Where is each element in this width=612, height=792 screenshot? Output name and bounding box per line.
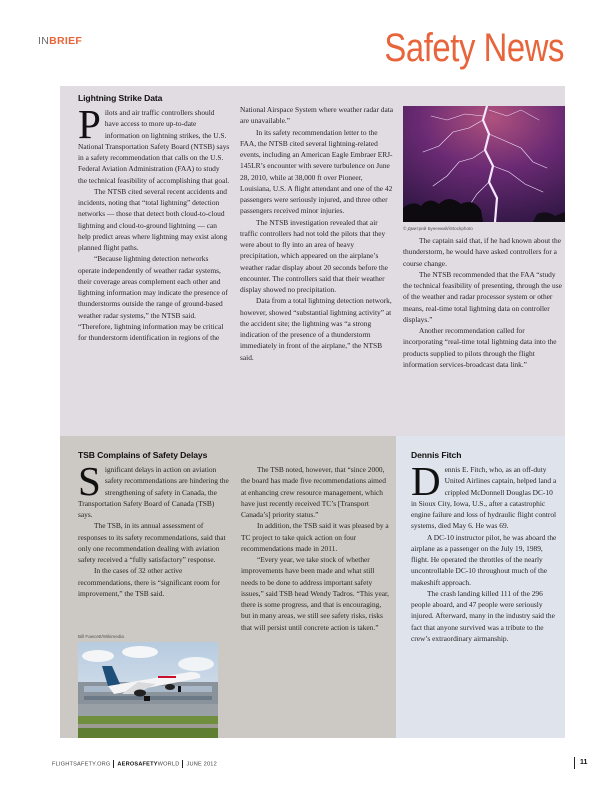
airplane-image <box>78 642 218 738</box>
fitch-headline: Dennis Fitch <box>411 450 462 460</box>
masthead-title: Safety News <box>384 26 564 70</box>
footer-divider <box>113 760 114 768</box>
lightning-photo <box>403 106 565 222</box>
tsb-para-1: Significant delays in action on aviation safety recommendations are hindering the strengthening of safety in Canada, the Transportation Safety Board of Canada (TSB) says. <box>78 458 229 519</box>
footer-issue: JUNE 2012 <box>186 761 217 768</box>
lightning-para-1: Pilots and air traffic controllers should have access to more up-to-date information on lightning strikes, the U.S. National Transportation Safety Board (NTSB) says in a safety recommendation that calls on the U.S. Federal Aviation Administration (FAA) to study the technical feasibility of accomplishing that goal. <box>78 101 230 185</box>
lightning-para-3: “Because lightning detection networks operate independently of weather radar systems, their coverage areas complement each other and lightning information may indicate the presence of thunderstorms outside the range of ground-based weather radar systems,” the NTSB said. “Therefore, lightning information may be critical for thunderstorm identification in regions of the <box>78 254 228 342</box>
lightning-para-4: National Airspace System where weather radar data are unavailable.” <box>240 105 394 126</box>
lightning-para-5: In its safety recommendation letter to the FAA, the NTSB cited several lightning-related events, including an American Eagle Embraer ERJ-145LR’s encounter with severe turbulence on June 28, 2010, while at 38,000 ft over Pioneer, Louisiana, U.S. A flight attendant and one of the 42 passengers were seriously injured, and three other passengers received minor injuries. <box>240 127 393 216</box>
section-name: BRIEF <box>49 35 83 47</box>
fitch-col <box>411 458 557 644</box>
tsb-col-2 <box>241 464 391 633</box>
section-prefix: IN <box>38 35 50 47</box>
airplane-photo <box>78 642 218 738</box>
tsb-photo-credit: Bill Fawcett/Wikimedia <box>78 634 124 639</box>
lightning-para-2: The NTSB cited several recent accidents and incidents, noting that “total lightning” detection networks — those that detect both cloud-to-cloud lightning and cloud-to-ground lightning — can help predict areas where lightning may exist along planned flight paths. <box>78 186 228 252</box>
lightning-dropcap: P <box>78 101 101 147</box>
tsb-para-6: “Every year, we take stock of whether improvements have been made and what still needs to be done to address important safety issues,” said TSB head Wendy Tadros. “This year, there is some progress, and that is encouraging, but in many areas, we still see safety risks, risks that will persist until concrete action is taken.” <box>241 555 390 632</box>
tsb-para-3: In the cases of 32 other active recommendations, there is “significant room for improvement,” the TSB said. <box>78 566 221 598</box>
tsb-headline: TSB Complains of Safety Delays <box>78 450 208 460</box>
lightning-col-2 <box>240 104 395 363</box>
tsb-col-1 <box>78 458 230 599</box>
tsb-para-5: In addition, the TSB said it was pleased by a TC project to take quick action on four recommendations made in 2011. <box>241 521 389 553</box>
lightning-headline: Lightning Strike Data <box>78 93 163 103</box>
footer-divider <box>182 760 183 768</box>
tsb-dropcap: S <box>78 458 101 504</box>
lightning-para-8: The captain said that, if he had known about the thunderstorm, he would have asked controllers for a course change. <box>403 236 562 268</box>
fitch-dropcap: D <box>411 458 441 504</box>
section-tag <box>38 35 82 47</box>
footer <box>52 760 217 768</box>
lightning-photo-credit: © Дмитрий Буненкий/iStockphoto <box>403 226 473 231</box>
footer-magazine-bold: AEROSAFETY <box>117 761 158 768</box>
fitch-para-1: Dennis E. Fitch, who, as an off-duty United Airlines captain, helped land a crippled McDonnell Douglas DC-10 in Sioux City, Iowa, U.S., after a catastrophic engine failure and loss of hydraulic flight control systems, died May 6. He was 69. <box>411 458 557 531</box>
lightning-para-9: The NTSB recommended that the FAA “study the technical feasibility of presenting, through the use of the weather and radar processor system or other means, real-time total lightning data on controller displays.” <box>403 269 562 324</box>
tsb-para-4: The TSB noted, however, that “since 2000, the board has made five recommendations aimed at enhancing crew resource management, which have just recently received TC’s [Transport Canada’s] priority status.” <box>241 465 386 519</box>
lightning-col-1 <box>78 101 230 343</box>
lightning-para-10: Another recommendation called for incorporating “real-time total lightning data into the products supplied to pilots through the flight information services-broadcast data link.” <box>403 326 557 369</box>
footer-site: FLIGHTSAFETY.ORG <box>52 761 111 768</box>
lightning-col-3 <box>403 235 563 370</box>
page-number: 11 <box>574 757 587 769</box>
lightning-para-7: Data from a total lightning detection network, however, showed “substantial lightning activity” at the accident site; the lightning was “a strong indication of the presence of a thunderstorm immediately in front of the airplane,” the NTSB said. <box>240 296 392 362</box>
lightning-image <box>403 106 565 222</box>
fitch-para-3: The crash landing killed 111 of the 296 people aboard, and 47 people were seriously injured. Afterward, many in the industry said the fact that anyone survived was a tribute to the crew’s extraordinary airmanship. <box>411 588 555 643</box>
fitch-para-2: A DC-10 instructor pilot, he was aboard the airplane as a passenger on the July 19, 1989, flight. He operated the throttles of the nearly uncontrollable DC-10 throughout much of the makeshift approach. <box>411 532 557 587</box>
footer-magazine-rest: WORLD <box>157 761 180 768</box>
tsb-para-2: The TSB, in its annual assessment of responses to its safety recommendations, said that only one recommendation dealing with aviation safety received a “fully satisfactory” response. <box>78 521 226 564</box>
lightning-para-6: The NTSB investigation revealed that air traffic controllers had not told the pilots that they were about to fly into an area of heavy precipitation, which appeared on the airplane’s weather radar display about 20 seconds before the encounter. The controllers said that their weather display showed no precipitation. <box>240 217 388 294</box>
